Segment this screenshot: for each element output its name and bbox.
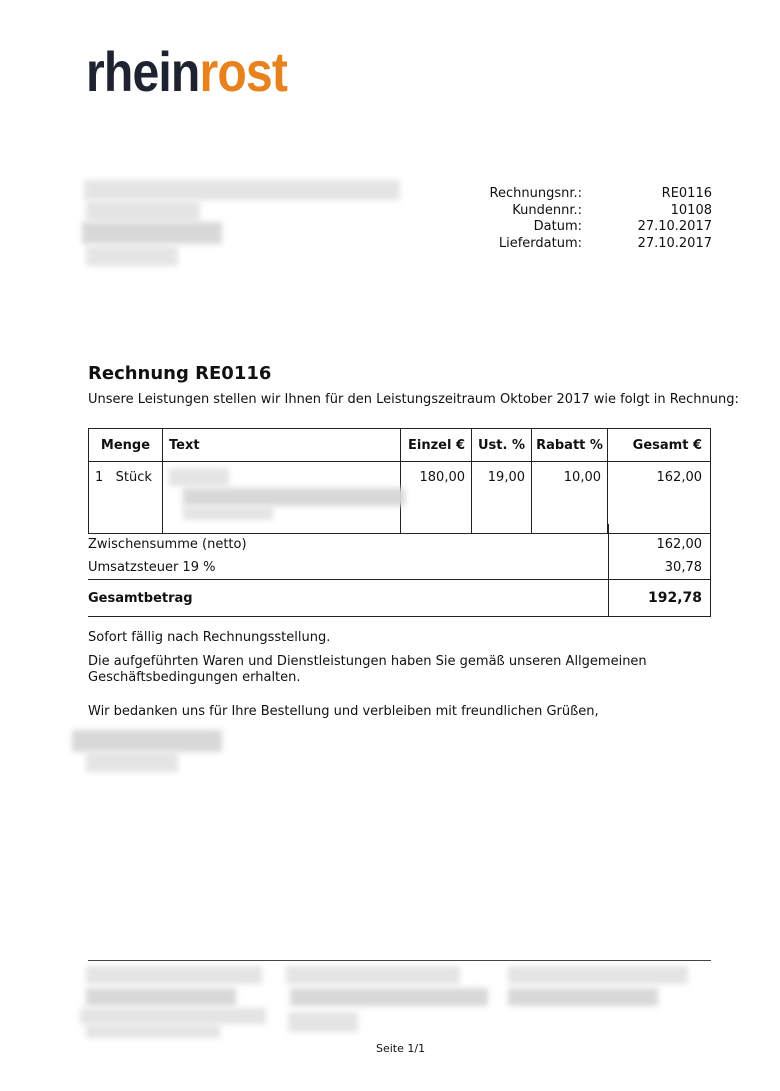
- table-header-row: [89, 429, 711, 462]
- cell-text-redacted: [163, 462, 401, 534]
- line-items-table: [88, 428, 711, 534]
- meta-date: Datum: 27.10.2017: [533, 219, 712, 234]
- meta-customer-number: Kundennr.: 10108: [512, 202, 712, 218]
- subtotal-value: 162,00: [609, 524, 711, 555]
- logo-part-rost: rost: [199, 40, 287, 103]
- meta-delivery-date: Lieferdatum: 27.10.2017: [498, 235, 712, 251]
- header-einzel: Einzel €: [401, 429, 472, 462]
- cell-rabatt: 10,00: [532, 462, 608, 534]
- total-label: Gesamtbetrag: [88, 580, 609, 617]
- header-text: Text: [163, 429, 401, 462]
- terms-line-2: Geschäftsbedingungen erhalten.: [88, 670, 301, 685]
- header-ust: Ust. %: [472, 429, 532, 462]
- total-row: [88, 580, 711, 617]
- tax-row: [88, 555, 711, 580]
- company-logo: [86, 40, 287, 103]
- footer-divider: [88, 960, 711, 961]
- table-row: [89, 462, 711, 534]
- cell-einzel: 180,00: [401, 462, 472, 534]
- total-value: 192,78: [609, 580, 711, 617]
- tax-label: Umsatzsteuer 19 %: [88, 555, 609, 580]
- cell-ust: 19,00: [472, 462, 532, 534]
- invoice-intro: Unsere Leistungen stellen wir Ihnen für den Leistungszeitraum Oktober 2017 wie folgt in Rechnung:: [88, 392, 739, 407]
- subtotal-label: Zwischensumme (netto): [88, 537, 247, 552]
- invoice-meta: [470, 186, 712, 252]
- header-menge: Menge: [89, 429, 163, 462]
- subtotal-row: [88, 524, 711, 555]
- header-rabatt: Rabatt %: [532, 429, 608, 462]
- tax-value: 30,78: [609, 555, 711, 580]
- terms-line-1: Die aufgeführten Waren und Dienstleistungen haben Sie gemäß unseren Allgemeinen: [88, 654, 647, 669]
- closing-text: Wir bedanken uns für Ihre Bestellung und verbleiben mit freundlichen Grüßen,: [88, 704, 599, 719]
- meta-invoice-number: Rechnungsnr.: RE0116: [489, 186, 712, 201]
- totals-table: [88, 524, 711, 617]
- page-number: Seite 1/1: [376, 1042, 426, 1055]
- payment-note: Sofort fällig nach Rechnungsstellung.: [88, 630, 331, 645]
- cell-menge: 1 Stück: [89, 462, 163, 534]
- cell-gesamt: 162,00: [608, 462, 711, 534]
- logo-part-rhein: rhein: [86, 40, 200, 103]
- invoice-title: Rechnung RE0116: [88, 363, 272, 384]
- header-gesamt: Gesamt €: [608, 429, 711, 462]
